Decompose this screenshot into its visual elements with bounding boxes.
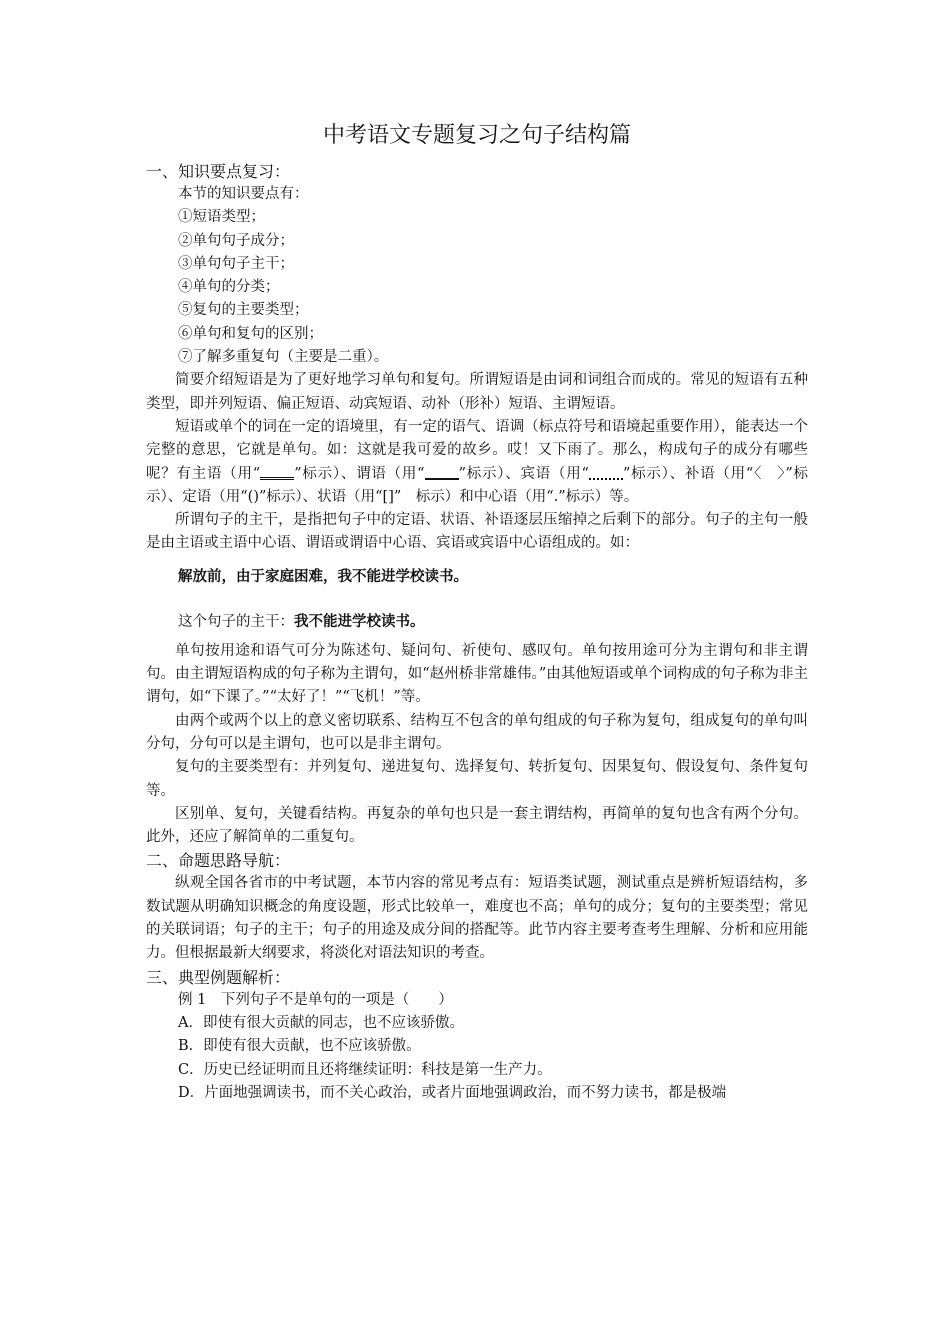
paragraph-sentence-trunk: 所谓句子的主干，是指把句子中的定语、状语、补语逐层压缩掉之后剩下的部分。句子的主句一般是由主语或主语中心语、谓语或谓语中心语、宾语或宾语中心语组成的。如： bbox=[146, 512, 808, 552]
point-item: ③单句句子主干； bbox=[178, 255, 294, 272]
paragraph-distinction: 区别单、复句，关键看结构。再复杂的单句也只是一套主谓结构，再简单的复句也含有两个分句。此外，还应了解简单的二重复句。 bbox=[146, 805, 808, 846]
trunk-line bbox=[146, 611, 808, 634]
text-segment: ”标示）、谓语（用“ bbox=[294, 465, 425, 482]
trunk-value: 我不能进学校读书。 bbox=[294, 613, 425, 630]
paragraph-phrase-intro: 简要介绍短语是为了更好地学习单句和复句。所谓短语是由词和词组合而成的。常见的短语有五种类型，即并列短语、偏正短语、动宾短语、动补（形补）短语、主谓短语。 bbox=[146, 372, 808, 412]
paragraph-compound-sentence: 由两个或两个以上的意义密切联系、结构互不包含的单句组成的句子称为复句，组成复句的单句叫分句，分句可以是主谓句，也可以是非主谓句。 bbox=[146, 712, 808, 752]
section-heading-2: 二、命题思路导航： bbox=[146, 851, 291, 871]
option-d: D．片面地强调读书，而不关心政治，或者片面地强调政治，而不努力读书，都是极端 bbox=[178, 1084, 727, 1101]
text-segment: ”标示）、宾语（用“ bbox=[458, 465, 589, 482]
subject-mark-double-underline bbox=[260, 467, 294, 480]
point-item: ⑥单句和复句的区别； bbox=[178, 325, 323, 342]
paragraph-exam-overview: 纵观全国各省市的中考试题，本节内容的常见考点有：短语类试题，测试重点是辨析短语结构，多数试题从明确知识概念的角度设题，形式比较单一，难度也不高；单句的成分；复句的主要类型；常见的关联词语；句子的主干；句子的用途及成分间的搭配等。此节内容主要考查考生理解、分析和应用能力。但根据最新大纲要求，将淡化对语法知识的考查。 bbox=[146, 875, 808, 962]
paragraph-compound-types: 复句的主要类型有：并列复句、递进复句、选择复句、转折复句、因果复句、假设复句、条件复句等。 bbox=[146, 759, 808, 799]
point-item: ⑦了解多重复句（主要是二重）。 bbox=[178, 349, 389, 366]
question-stem: 例 1 下列句子不是单句的一项是（ ） bbox=[178, 991, 453, 1008]
section-heading-3: 三、典型例题解析： bbox=[146, 967, 291, 987]
point-item: ④单句的分类； bbox=[178, 279, 280, 296]
predicate-mark-underline bbox=[425, 468, 459, 480]
option-b: B．即使有很大贡献，也不应该骄傲。 bbox=[178, 1038, 421, 1055]
trunk-label: 这个句子的主干： bbox=[178, 613, 294, 630]
document-title: 中考语文专题复习之句子结构篇 bbox=[322, 123, 631, 148]
point-item: ②单句句子成分； bbox=[178, 232, 294, 249]
object-mark-dotted-underline bbox=[589, 468, 623, 480]
option-a: A．即使有很大贡献的同志，也不应该骄傲。 bbox=[178, 1014, 464, 1031]
point-item: ①短语类型； bbox=[178, 209, 265, 226]
intro-line: 本节的知识要点有： bbox=[178, 186, 309, 202]
section-heading-1: 一、知识要点复习： bbox=[146, 162, 291, 181]
example-sentence: 解放前，由于家庭困难，我不能进学校读书。 bbox=[178, 568, 468, 585]
text-segment: ”标示）、补语（用“〈 〉”标示）、定语（用“()”标示）、状语（用“[]” 标示）和中心语（用“.”标示）等。 bbox=[146, 465, 809, 505]
option-c: C．历史已经证明而且还将继续证明：科技是第一生产力。 bbox=[178, 1061, 552, 1078]
paragraph-sentence-components bbox=[146, 416, 808, 509]
document-page bbox=[146, 118, 808, 1105]
paragraph-simple-sentence-types: 单句按用途和语气可分为陈述句、疑问句、祈使句、感叹句。单句按用途可分为主谓句和非主谓句。由主谓短语构成的句子称为主谓句，如“赵州桥非常雄伟。”由其他短语或单个词构成的句子称为非主谓句，如“下课了。”“太好了！”“飞机！”等。 bbox=[146, 642, 808, 706]
point-item: ⑤复句的主要类型； bbox=[178, 302, 309, 319]
text-segment: 短语或单个的词在一定的语境里，有一定的语气、语调（标点符号和语境起重要作用），能表达一个完整的意思，它就是单句。如：这就是我可爱的故乡。哎！又下雨了。那么，构成句子的成分有哪些呢？有主语（用“ bbox=[146, 418, 808, 482]
